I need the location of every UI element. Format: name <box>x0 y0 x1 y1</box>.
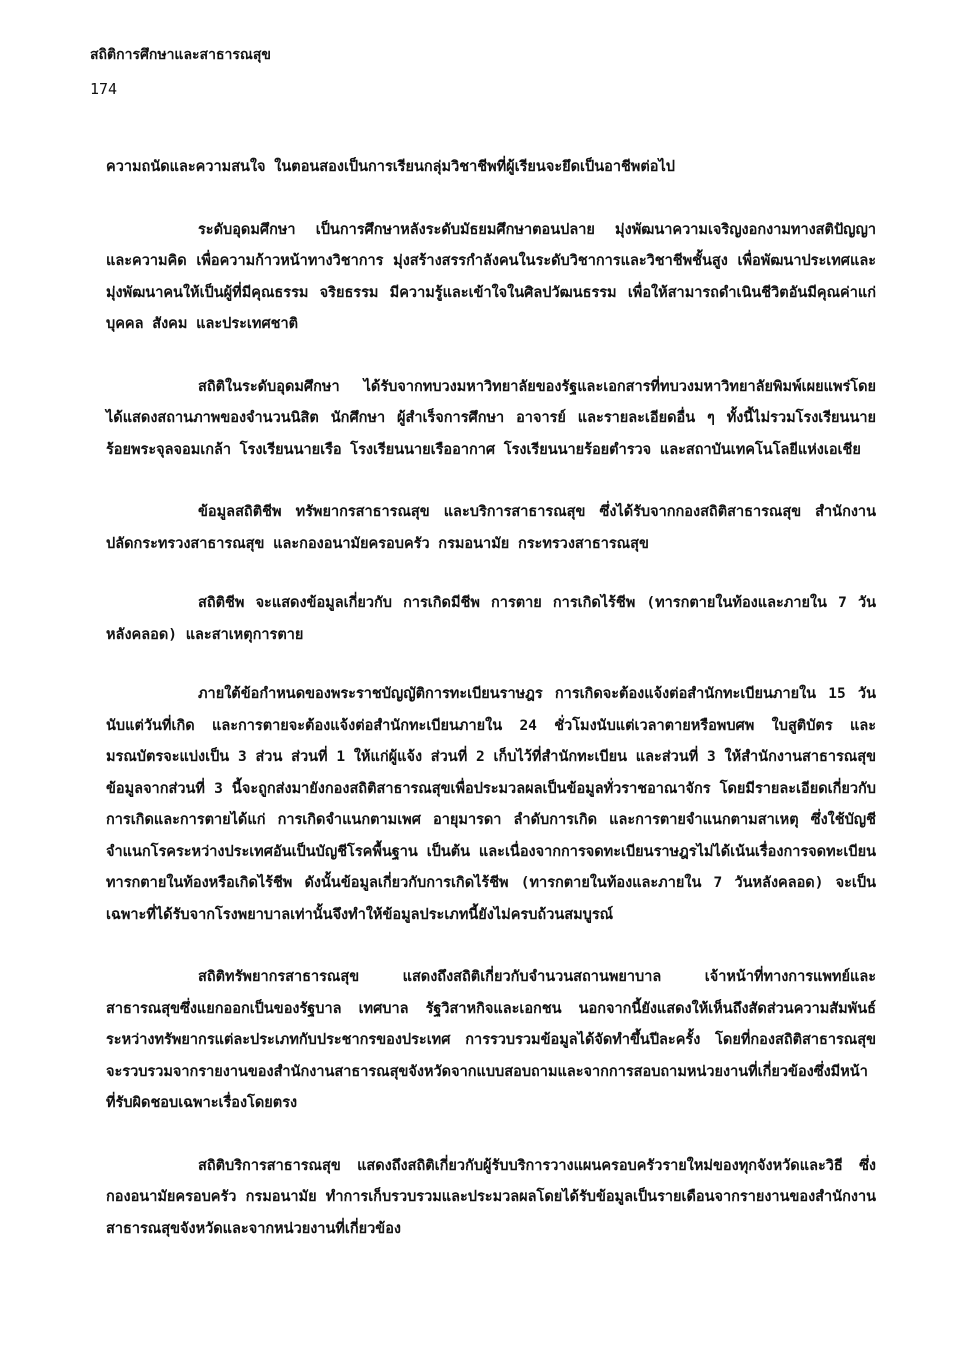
paragraph-health-services: สถิติบริการสาธารณสุข แสดงถึงสถิติเกี่ยวกับผู้รับบริการวางแผนครอบครัวรายใหม่ของทุกจังหวัดและวิธี ซึ่งกองอนามัยครอบครัว กรมอนามัย ทำการเก็บรวบรวมและประมวลผลโดยได้รับข้อมูลเป็นรายเดือนจากรายงานของสำนักงานสาธารณสุขจังหวัดและจากหน่วยงานที่เกี่ยวข้อง <box>106 1157 876 1237</box>
paragraph-higher-education-statistics: สถิติในระดับอุดมศึกษา ได้รับจากทบวงมหาวิทยาลัยของรัฐและเอกสารที่ทบวงมหาวิทยาลัยพิมพ์เผยแพร่โดยได้แสดงสถานภาพของจำนวนนิสิต นักศึกษา ผู้สำเร็จการศึกษา อาจารย์ และรายละเอียดอื่น ๆ ทั้งนี้ไม่รวมโรงเรียนนายร้อยพระจุลจอมเกล้า โรงเรียนนายเรือ โรงเรียนนายเรืออากาศ โรงเรียนนายร้อยตำรวจ และสถาบันเทคโนโลยีแห่งเอเชีย <box>106 378 876 458</box>
paragraph-continuation: ความถนัดและความสนใจ ในตอนสองเป็นการเรียนกลุ่มวิชาชีพที่ผู้เรียนจะยึดเป็นอาชีพต่อไป <box>106 159 675 175</box>
paragraph-civil-registration: ภายใต้ข้อกำหนดของพระราชบัญญัติการทะเบียนราษฎร การเกิดจะต้องแจ้งต่อสำนักทะเบียนภายใน 15 วันนับแต่วันที่เกิด และการตายจะต้องแจ้งต่อสำนักทะเบียนภายใน 24 ชั่วโมงนับแต่เวลาตายหรือพบศพ ใบสูติบัตร และมรณบัตรจะแบ่งเป็น 3 ส่วน ส่วนที่ 1 ให้แก่ผู้แจ้ง ส่วนที่ 2 เก็บไว้ที่สำนักทะเบียน และส่วนที่ 3 ให้สำนักงานสาธารณสุข ข้อมูลจากส่วนที่ 3 นี้จะถูกส่งมายังกองสถิติสาธารณสุขเพื่อประมวลผลเป็นข้อมูลทั่วราชอาณาจักร โดยมีรายละเอียดเกี่ยวกับการเกิดและการตายได้แก่ การเกิดจำแนกตามเพศ อายุมารดา ลำดับการเกิด และการตายจำแนกตามสาเหตุ ซึ่งใช้บัญชีจำแนกโรคระหว่างประเทศอันเป็นบัญชีโรคพื้นฐาน เป็นต้น และเนื่องจากการจดทะเบียนราษฎรไม่ได้เน้นเรื่องการจดทะเบียนทารกตายในท้องหรือเกิดไร้ชีพ ดังนั้นข้อมูลเกี่ยวกับการเกิดไร้ชีพ (ทารกตายในท้องและภายใน 7 วันหลังคลอด) จะเป็นเฉพาะที่ได้รับจากโรงพยาบาลเท่านั้นจึงทำให้ข้อมูลประเภทนี้ยังไม่ครบถ้วนสมบูรณ์ <box>106 686 876 923</box>
paragraph-higher-education: ระดับอุดมศึกษา เป็นการศึกษาหลังระดับมัธยมศึกษาตอนปลาย มุ่งพัฒนาความเจริญงอกงามทางสติปัญญาและความคิด เพื่อความก้าวหน้าทางวิชาการ มุ่งสร้างสรรกำลังคนในระดับวิชาการและวิชาชีพชั้นสูง เพื่อพัฒนาประเทศและมุ่งพัฒนาคนให้เป็นผู้ที่มีคุณธรรม จริยธรรม มีความรู้และเข้าใจในศิลปวัฒนธรรม เพื่อให้สามารถดำเนินชีวิตอันมีคุณค่าแก่บุคคล สังคม และประเทศชาติ <box>106 221 876 332</box>
page-header <box>90 44 271 100</box>
page-number: 174 <box>90 80 118 98</box>
running-title: สถิติการศึกษาและสาธารณสุข <box>90 47 271 63</box>
paragraph-health-data-sources: ข้อมูลสถิติชีพ ทรัพยากรสาธารณสุข และบริการสาธารณสุข ซึ่งได้รับจากกองสถิติสาธารณสุข สำนักงานปลัดกระทรวงสาธารณสุข และกองอนามัยครอบครัว กรมอนามัย กระทรวงสาธารณสุข <box>106 504 876 552</box>
paragraph-vital-statistics: สถิติชีพ จะแสดงข้อมูลเกี่ยวกับ การเกิดมีชีพ การตาย การเกิดไร้ชีพ (ทารกตายในท้องและภายใน 7 วันหลังคลอด) และสาเหตุการตาย <box>106 595 876 643</box>
document-body <box>106 152 876 1245</box>
paragraph-health-resources: สถิติทรัพยากรสาธารณสุข แสดงถึงสถิติเกี่ยวกับจำนวนสถานพยาบาล เจ้าหน้าที่ทางการแพทย์และสาธารณสุขซึ่งแยกออกเป็นของรัฐบาล เทศบาล รัฐวิสาหกิจและเอกชน นอกจากนี้ยังแสดงให้เห็นถึงสัดส่วนความสัมพันธ์ระหว่างทรัพยากรแต่ละประเภทกับประชากรของประเทศ การรวบรวมข้อมูลได้จัดทำขึ้นปีละครั้ง โดยที่กองสถิติสาธารณสุขจะรวบรวมจากรายงานของสำนักงานสาธารณสุขจังหวัดจากแบบสอบถามและจากการสอบถามหน่วยงานที่เกี่ยวข้องซึ่งมีหน้าที่รับผิดชอบเฉพาะเรื่องโดยตรง <box>106 969 876 1111</box>
